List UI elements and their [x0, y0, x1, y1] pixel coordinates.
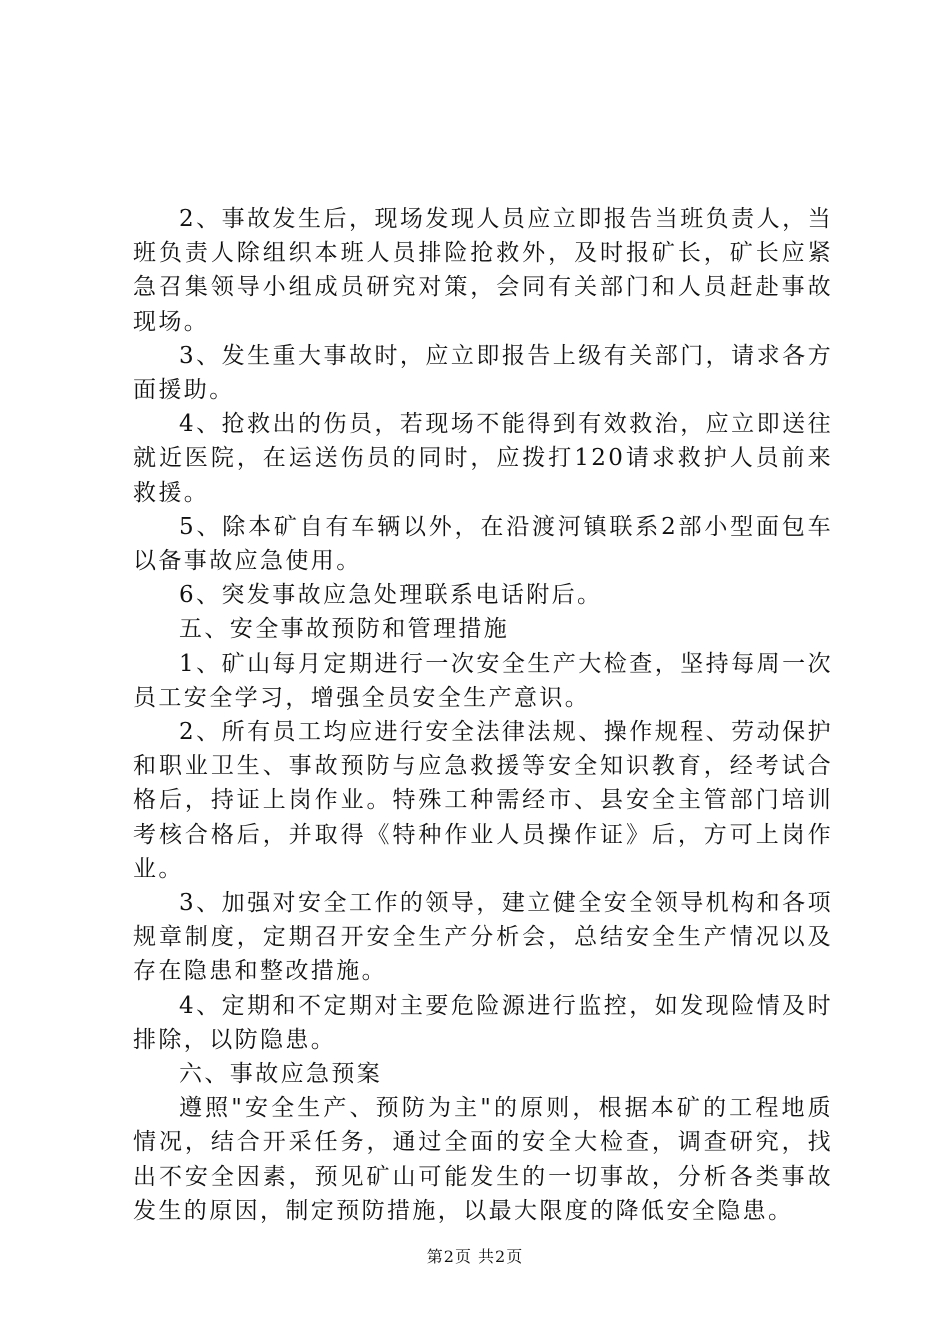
- section-heading-5: 五、安全事故预防和管理措施: [179, 616, 510, 643]
- document-body: [133, 202, 833, 1228]
- paragraph-item-5: 5、除本矿自有车辆以外，在沿渡河镇联系2部小型面包车以备事故应急使用。: [133, 513, 833, 575]
- emergency-plan-paragraph: 遵照"安全生产、预防为主"的原则，根据本矿的工程地质情况，结合开采任务，通过全面的安全大检查，调查研究，找出不安全因素，预见矿山可能发生的一切事故，分析各类事故发生的原因，制定预防措施，以最大限度的降低安全隐患。: [133, 1095, 833, 1224]
- paragraph-item-2: 2、事故发生后，现场发现人员应立即报告当班负责人，当班负责人除组织本班人员排险抢救外，及时报矿长，矿长应紧急召集领导小组成员研究对策，会同有关部门和人员赶赴事故现场。: [133, 206, 833, 335]
- prevention-item-1: 1、矿山每月定期进行一次安全生产大检查，坚持每周一次员工安全学习，增强全员安全生产意识。: [133, 650, 833, 711]
- prevention-item-3: 3、加强对安全工作的领导，建立健全安全领导机构和各项规章制度，定期召开安全生产分析会，总结安全生产情况以及存在隐患和整改措施。: [133, 890, 833, 985]
- prevention-item-2: 2、所有员工均应进行安全法律法规、操作规程、劳动保护和职业卫生、事故预防与应急救援等安全知识教育，经考试合格后，持证上岗作业。特殊工种需经市、县安全主管部门培训考核合格后，并取得《特种作业人员操作证》后，方可上岗作业。: [133, 719, 833, 882]
- paragraph-item-3: 3、发生重大事故时，应立即报告上级有关部门，请求各方面援助。: [133, 342, 833, 404]
- section-heading-6: 六、事故应急预案: [179, 1061, 383, 1088]
- page-number-footer: 第2页 共2页: [426, 1247, 524, 1266]
- prevention-item-4: 4、定期和不定期对主要危险源进行监控，如发现险情及时排除，以防隐患。: [133, 992, 833, 1053]
- paragraph-item-4: 4、抢救出的伤员，若现场不能得到有效救治，应立即送往就近医院，在运送伤员的同时，应拨打120请求救护人员前来救援。: [133, 411, 833, 506]
- paragraph-item-6: 6、突发事故应急处理联系电话附后。: [179, 582, 603, 609]
